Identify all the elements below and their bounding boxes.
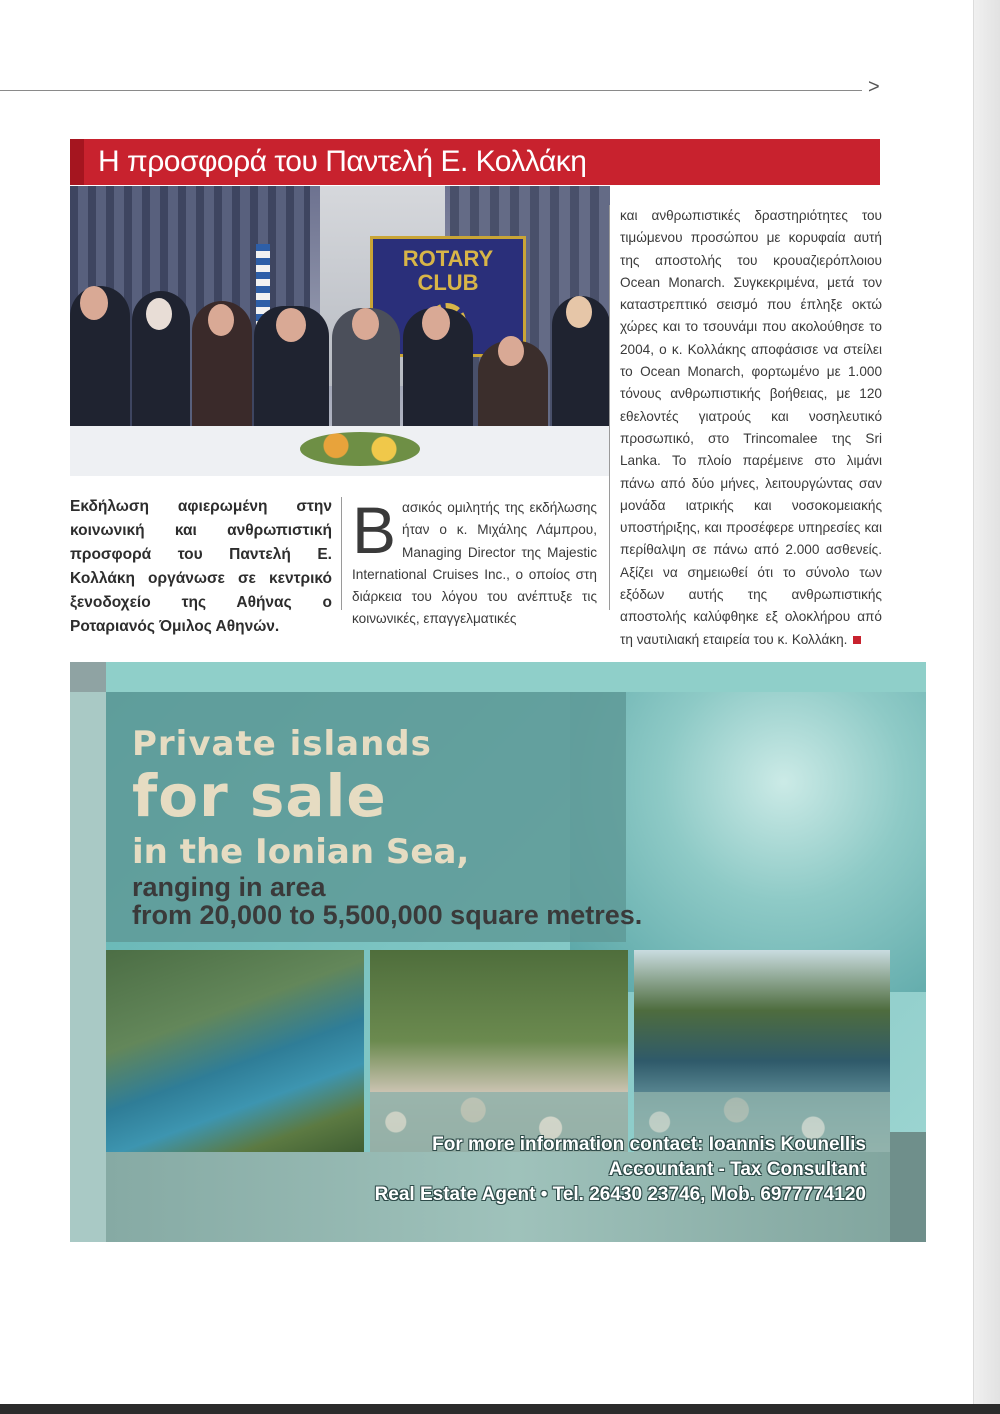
article-column-3 (620, 205, 882, 651)
person-head (422, 306, 450, 340)
person-head (566, 296, 592, 328)
ad-title-line-1: Private islands (132, 724, 432, 764)
ad-corner-block (70, 662, 106, 692)
ad-contact-line-3: Real Estate Agent • Tel. 26430 23746, Mob. 6977774120 (374, 1184, 866, 1205)
person-head (208, 304, 234, 336)
person-head (80, 286, 108, 320)
article-column-2 (352, 493, 597, 631)
page-edge (973, 0, 1000, 1414)
headline-accent-stripe (70, 139, 84, 185)
article-headline: Η προσφορά του Παντελή Ε. Κολλάκη (98, 145, 587, 178)
rotary-banner-text (373, 247, 523, 295)
page-bottom-bar (0, 1404, 1000, 1414)
banner-line-1: ROTARY (402, 246, 494, 271)
person-head (498, 336, 524, 366)
next-page-arrow-icon[interactable]: > (868, 76, 880, 98)
ad-corner-block (890, 1132, 926, 1242)
drop-cap: Β (352, 493, 397, 567)
person-head (146, 298, 172, 330)
column-divider (341, 497, 342, 610)
photo-caption: Εκδήλωση αφιερωμένη στην κοινωνική και ανθρωπιστική προσφορά του Παντελή Ε. Κολλάκη οργάνωσε σε κεντρικό ξενοδοχείο της Αθήνας ο Ροταριανός Όμιλος Αθηνών. (70, 498, 332, 635)
island-sale-advertisement (70, 662, 926, 1242)
island-bay-photo (106, 950, 364, 1152)
column-2-text: ασικός ομιλητής της εκδήλωσης ήταν ο κ. Μιχάλης Λάμπρου, Managing Director της Majestic International Cruises Inc., ο οποίος στη διάρκεια του λόγου του ανέπτυξε τις κοινωνικές, επαγγελματικές (352, 500, 597, 627)
ad-top-strip (106, 662, 926, 692)
ad-contact-line-2: Accountant - Tax Consultant (608, 1159, 866, 1180)
column-3-text: και ανθρωπιστικές δραστηριότητες του τιμώμενου προσώπου με κορυφαία αυτή της αποστολής του κρουαζιερόπλοιου Ocean Monarch. Συγκεκριμένα, μετά τον καταστρεπτικό σεισμό που έπληξε οκτώ χώρες και το τσουνάμι που ακολούθησε το 2004, ο κ. Κολλάκης αποφάσισε να στείλει το Ocean Monarch, φορτωμένο με 1.000 τόνους ανθρωπιστικής βοήθειας, με 120 εθελοντές γιατρούς και νοσηλευτικό προσωπικό, στο Trincomalee της Sri Lanka. Το πλοίο παρέμεινε στο λιμάνι πάνω από δύο μήνες, λειτουργώντας σαν μονάδα ιατρικής και νοσοκομειακής υποστήριξης, και προσέφερε υπηρεσίες και περίθαλψη σε πάνω από 2.000 ασθενείς. Αξίζει να σημειωθεί ότι το σύνολο των εξόδων αυτής της ανθρωπιστικής αποστολής καλύφθηκε εξ ολοκλήρου από τη ναυτιλιακή εταιρεία του κ. Κολλάκη. (620, 208, 882, 647)
article-headline-bar (70, 139, 880, 185)
person-head (352, 308, 379, 340)
ad-subtitle-line-1: ranging in area (132, 872, 326, 902)
person-head (276, 308, 306, 342)
column-divider (609, 205, 610, 610)
ad-contact-line-1: For more information contact: Ioannis Kounellis (432, 1134, 866, 1155)
ad-side-strip (70, 692, 106, 1242)
flower-arrangement (300, 432, 420, 466)
header-rule (0, 90, 862, 91)
event-photo (70, 186, 610, 476)
rocky-coast-photo (634, 950, 890, 1152)
beach-trees-photo (370, 950, 628, 1152)
end-of-article-mark-icon (853, 636, 861, 644)
ad-title-line-3: in the Ionian Sea, (132, 832, 470, 872)
banner-line-2: CLUB (417, 270, 479, 295)
ad-title-line-2: for sale (132, 762, 387, 830)
ad-subtitle-line-2: from 20,000 to 5,500,000 square metres. (132, 900, 643, 930)
